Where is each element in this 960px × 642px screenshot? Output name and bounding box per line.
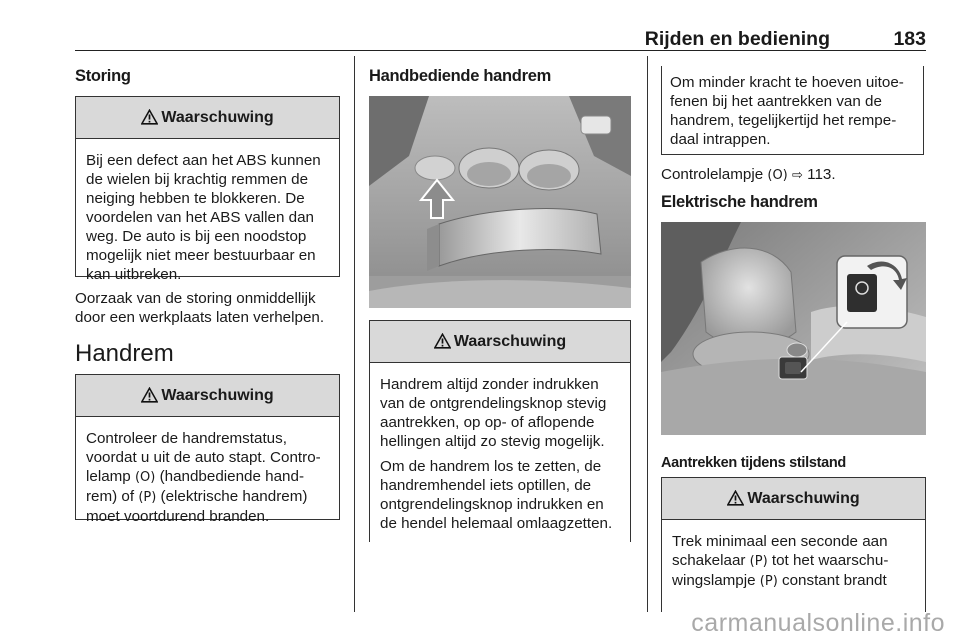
warning-text-1: Handrem altijd zonder indrukken van de ontgrendelingsknop stevig aantrekken, op op- of aflopende hellingen altijd zo stevig mogelijk. — [380, 376, 607, 450]
warning-header — [76, 97, 339, 139]
warning-text-part: (elektrische handrem) moet voortdurend branden. — [86, 488, 308, 525]
warning-box-stilstand — [661, 477, 926, 612]
warning-triangle-icon — [141, 109, 158, 125]
warning-text-part: Trek minimaal een seconde aan schakelaar — [672, 533, 888, 569]
epb-lamp-icon: (P) — [138, 490, 157, 505]
warning-header — [370, 321, 630, 363]
electric-parking-brake-photo — [661, 222, 926, 435]
electric-parking-brake-illustration — [661, 222, 926, 435]
watermark: carmanualsonline.info — [691, 609, 945, 637]
warning-header — [76, 375, 339, 417]
note-box-brake-pedal: Om minder kracht te hoeven uitoefenen bij het aantrekken van de handrem, tegelijkertijd het rempedaal intrappen. — [661, 66, 924, 155]
heading-aantrekken-stilstand: Aantrekken tijdens stilstand — [661, 455, 846, 471]
warning-text: Bij een defect aan het ABS kunnen de wielen bij krachtig remmen de neiging hebben te blokkeren. De voordelen van het ABS vallen dan weg. De auto is bij een noodstop mogelijk niet meer bestuurbaar en kan uitbreken. — [86, 152, 321, 283]
control-lamp-text: Controlelampje — [661, 166, 768, 183]
warning-triangle-icon — [727, 490, 744, 506]
epb-switch-icon: (P) — [749, 554, 768, 569]
warning-triangle-icon — [434, 333, 451, 349]
warning-title: Waarschuwing — [161, 108, 274, 126]
page-reference: 113. — [802, 166, 836, 183]
warning-box-handbediende — [369, 320, 631, 542]
heading-handbediende-handrem: Handbediende handrem — [369, 67, 551, 85]
warning-box-handrem — [75, 374, 340, 525]
warning-text-part: (handbediende handrem) of — [86, 468, 304, 505]
heading-storing: Storing — [75, 67, 131, 85]
warning-text — [86, 429, 330, 526]
warning-title: Waarschuwing — [747, 489, 860, 507]
header-title: Rijden en bediening — [644, 28, 830, 50]
column-divider-2 — [647, 56, 648, 612]
warning-triangle-icon — [141, 387, 158, 403]
epb-lamp-icon: (P) — [759, 574, 778, 589]
page-header — [75, 28, 926, 50]
heading-handrem: Handrem — [75, 340, 174, 367]
handbrake-lamp-icon: (O) — [134, 470, 156, 485]
handbrake-lever-illustration — [369, 96, 631, 308]
paragraph-cause: Oorzaak van de storing onmiddellijk door een werkplaats laten verhelpen. — [75, 290, 325, 326]
handbrake-lever-photo — [369, 96, 631, 308]
warning-header — [662, 478, 925, 520]
paragraph-control-lamp — [661, 165, 926, 185]
page-reference-arrow-icon: ⇨ — [792, 168, 803, 183]
warning-text-part: tot het waarschuwingslampje — [672, 552, 889, 589]
heading-elektrische-handrem: Elektrische handrem — [661, 193, 818, 211]
handbrake-lamp-icon: (O) — [767, 168, 788, 183]
warning-box-abs — [75, 96, 340, 283]
warning-title: Waarschuwing — [161, 386, 274, 404]
header-rule — [75, 50, 926, 51]
warning-title: Waarschuwing — [453, 332, 567, 350]
warning-text — [672, 532, 916, 591]
warning-text-2: Om de handrem los te zetten, de handremhendel iets optillen, de ontgrendelingsknop indrukken en de hendel helemaal omlaagzetten. — [380, 458, 613, 532]
page-number: 183 — [893, 28, 926, 50]
column-divider-1 — [354, 56, 355, 612]
warning-text-part: constant brandt — [777, 572, 887, 589]
warning-text-part: Controleer de handremstatus, voordat u uit de auto stapt. Controlelamp — [86, 430, 321, 485]
